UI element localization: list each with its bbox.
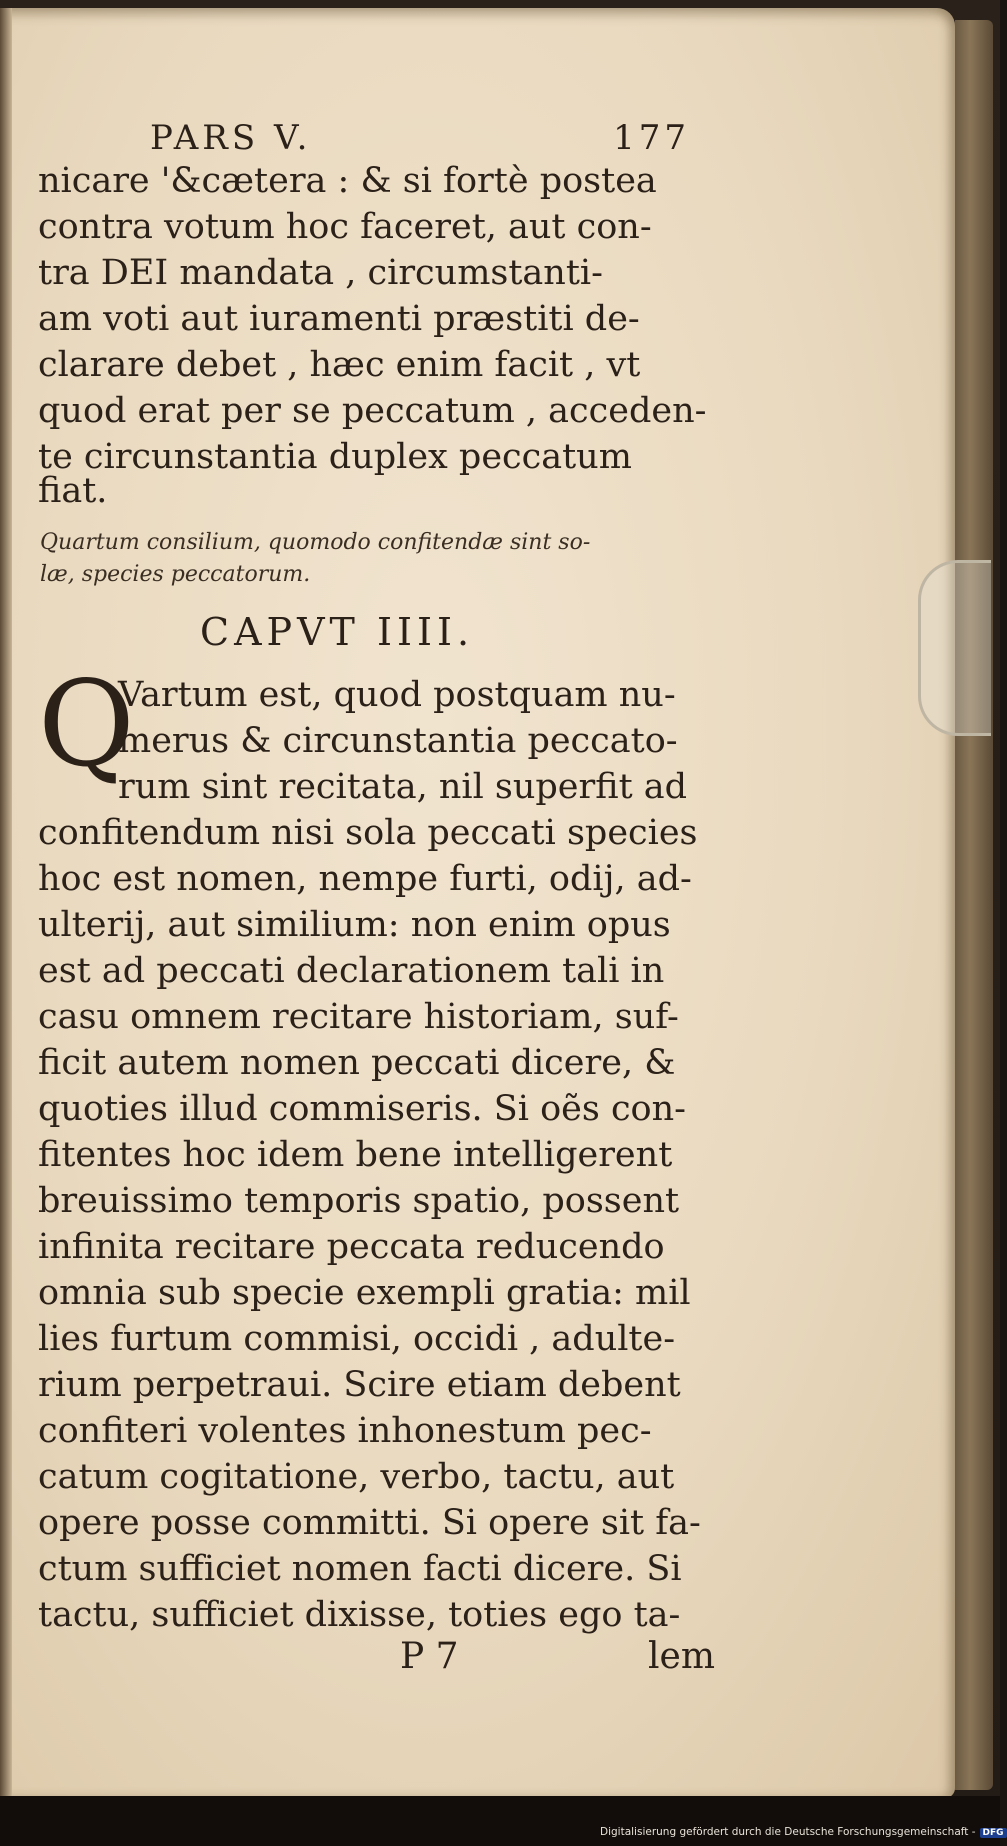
drop-cap: Q xyxy=(38,655,135,793)
text-line: fiat. xyxy=(38,471,108,511)
text-line: confitendum nisi sola peccati species xyxy=(38,813,698,853)
text-line: nicare '&cætera : & si fortè postea xyxy=(38,161,657,201)
text-line: opere posse committi. Si opere sit fa- xyxy=(38,1503,701,1543)
text-line: rium perpetraui. Scire etiam debent xyxy=(38,1365,681,1405)
text-line: Vartum est, quod postquam nu- xyxy=(118,675,676,715)
book-edge xyxy=(955,20,993,1790)
text-line: contra votum hoc faceret, aut con- xyxy=(38,207,652,247)
page-number: 177 xyxy=(613,118,690,158)
text-line: omnia sub specie exempli gratia: mil xyxy=(38,1273,691,1313)
text-line: fitentes hoc idem bene intelligerent xyxy=(38,1135,673,1175)
running-head-title: PARS V. xyxy=(150,118,312,158)
text-line: rum sint recitata, nil superfit ad xyxy=(118,767,688,807)
text-line: tra DEI mandata , circumstanti- xyxy=(38,253,603,293)
text-line: breuissimo temporis spatio, possent xyxy=(38,1181,680,1221)
summary-line: Quartum consilium, quomodo confitendæ sint so- xyxy=(40,530,591,555)
text-line: am voti aut iuramenti præstiti de- xyxy=(38,299,640,339)
text-line: quod erat per se peccatum , acceden- xyxy=(38,391,707,431)
text-line: clarare debet , hæc enim facit , vt xyxy=(38,345,641,385)
text-line: quoties illud commiseris. Si oẽs con- xyxy=(38,1089,686,1129)
page-clip xyxy=(918,560,991,736)
signature-mark: P 7 xyxy=(400,1636,459,1677)
text-line: ficit autem nomen peccati dicere, & xyxy=(38,1043,676,1083)
text-line: merus & circunstantia peccato- xyxy=(118,721,678,761)
digitization-credit xyxy=(600,1826,1004,1844)
chapter-heading: CAPVT IIII. xyxy=(200,610,475,654)
page-gutter xyxy=(0,8,12,1798)
dfg-logo: DFG xyxy=(980,1828,1007,1838)
summary-line: læ, species peccatorum. xyxy=(40,562,311,587)
credit-text: Digitalisierung gefördert durch die Deutsche Forschungsgemeinschaft - xyxy=(600,1826,976,1838)
text-line: confiteri volentes inhonestum pec- xyxy=(38,1411,652,1451)
text-line: infinita recitare peccata reducendo xyxy=(38,1227,665,1267)
catchword: lem xyxy=(648,1636,715,1677)
text-line: casu omnem recitare historiam, suf- xyxy=(38,997,679,1037)
text-line: est ad peccati declarationem tali in xyxy=(38,951,665,991)
text-line: hoc est nomen, nempe furti, odij, ad- xyxy=(38,859,692,899)
text-line: catum cogitatione, verbo, tactu, aut xyxy=(38,1457,675,1497)
text-line: lies furtum commisi, occidi , adulte- xyxy=(38,1319,676,1359)
text-line: tactu, sufficiet dixisse, toties ego ta- xyxy=(38,1595,681,1635)
text-line: ulterij, aut similium: non enim opus xyxy=(38,905,671,945)
text-line: te circunstantia duplex peccatum xyxy=(38,437,632,477)
text-line: ctum sufficiet nomen facti dicere. Si xyxy=(38,1549,682,1589)
